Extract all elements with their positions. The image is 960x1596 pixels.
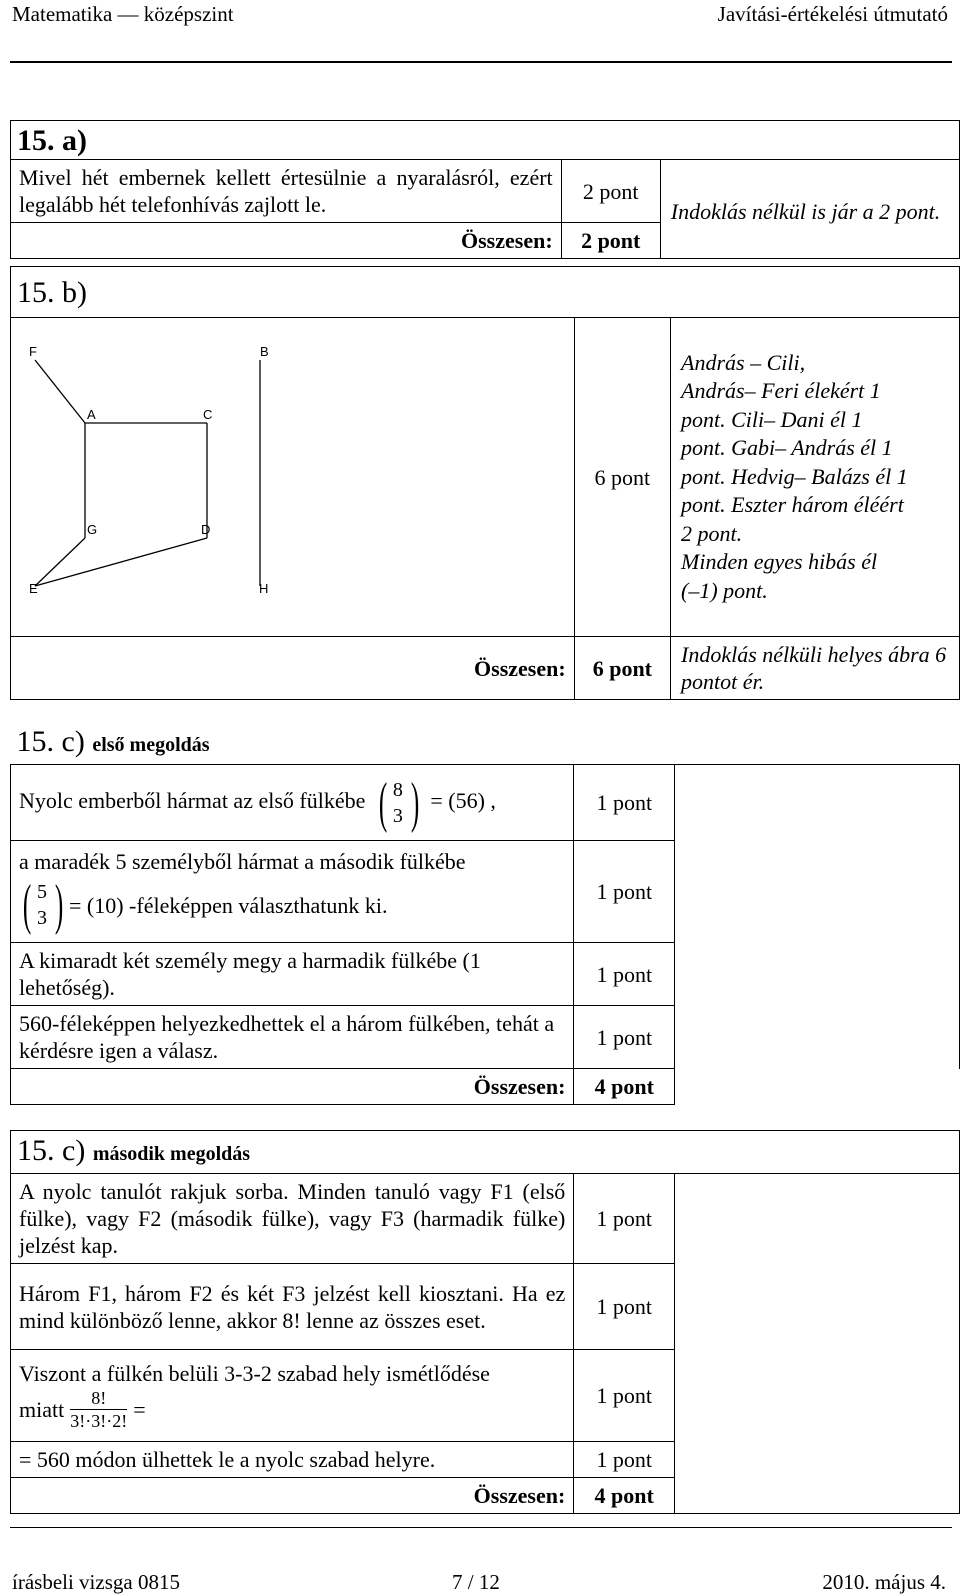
node-label-A: A — [87, 407, 96, 422]
part-b-note-line: (–1) pont. — [681, 577, 768, 603]
part-c2-table — [10, 1130, 960, 1514]
footer-left: írásbeli vizsga 0815 — [12, 1570, 180, 1594]
header-left: Matematika — középszint — [12, 2, 234, 26]
part-b-note-line: 2 pont. — [681, 520, 743, 546]
part-b-points: 6 pont — [574, 318, 670, 637]
part-a-total-label: Összesen: — [11, 223, 562, 259]
node-label-E: E — [29, 581, 38, 596]
part-c1-total-label: Összesen: — [11, 1069, 574, 1105]
part-c1-row2 — [11, 841, 574, 943]
fraction-8-factorial — [70, 1387, 127, 1432]
part-a-note: Indoklás nélkül is jár a 2 pont. — [660, 160, 959, 259]
part-c1-row1-points: 1 pont — [574, 765, 675, 841]
part-b-table — [10, 266, 960, 700]
part-c2-row2-points: 1 pont — [574, 1264, 675, 1350]
part-c1-title-text: első megoldás — [92, 733, 210, 756]
row1-result: = (56) , — [430, 787, 496, 813]
node-label-H: H — [259, 581, 269, 596]
part-a-total-points: 2 pont — [561, 223, 660, 259]
header-rule — [10, 61, 952, 63]
part-c1-title — [11, 722, 960, 765]
part-c2-row4-points: 1 pont — [574, 1442, 675, 1478]
part-c1-note-empty — [675, 943, 960, 1006]
binomial-8-3: ( 8 3 ) — [378, 771, 420, 834]
part-b-note — [671, 318, 960, 637]
part-b-note-line: pont. Hedvig– Balázs él 1 — [681, 463, 908, 489]
part-c1-row1 — [11, 765, 574, 841]
binom-top: 5 — [37, 881, 47, 903]
part-c2-row4: = 560 módon ülhettek le a nyolc szabad helyre. — [11, 1442, 574, 1478]
part-c1-title-num: 15. c) — [16, 724, 85, 758]
part-c1-note-empty — [675, 1006, 960, 1069]
node-label-B: B — [260, 344, 269, 359]
node-label-D: D — [201, 522, 211, 537]
part-c1-note-empty — [675, 765, 960, 841]
fraction-numerator: 8! — [70, 1387, 127, 1410]
part-c2-title — [11, 1131, 960, 1174]
part-c1-note-empty — [675, 841, 960, 943]
part-c2-total-label: Összesen: — [11, 1478, 574, 1514]
part-b-note-line: András – Cili, — [681, 349, 806, 375]
row1-text: Nyolc emberből hármat az első fülkébe — [19, 787, 366, 813]
part-a-title: 15. a) — [11, 121, 960, 160]
part-a-points: 2 pont — [561, 160, 660, 223]
part-c2-note-empty — [675, 1442, 960, 1478]
part-c2-row1: A nyolc tanulót rakjuk sorba. Minden tanuló vagy F1 (első fülke), vagy F2 (második fülke), vagy F3 (harmadik fülke) jelzést kap. — [11, 1174, 574, 1264]
part-a-text: Mivel hét embernek kellett értesülnie a nyaralásról, ezért legalább hét telefonhívás zajlott le. — [11, 160, 562, 223]
part-b-total-note: Indoklás nélküli helyes ábra 6 pontot ér. — [671, 637, 960, 700]
part-c2-row3-points: 1 pont — [574, 1350, 675, 1442]
binom-bottom: 3 — [37, 907, 47, 929]
part-c2-row3 — [11, 1350, 574, 1442]
part-a-table — [10, 120, 960, 259]
fraction-denominator: 3!·3!·2! — [70, 1410, 128, 1431]
part-c2-note-empty — [675, 1478, 960, 1514]
part-b-note-line: András– Feri élekért 1 — [681, 378, 881, 404]
row3-text: Viszont a fülkén belüli 3-3-2 szabad hely ismétlődése — [19, 1360, 490, 1386]
part-c2-title-text: második megoldás — [92, 1142, 251, 1165]
row3-equals: = — [133, 1396, 146, 1422]
row2-text: a maradék 5 személyből hármat a második fülkébe — [19, 849, 466, 874]
part-b-note-line: pont. Cili– Dani él 1 — [681, 406, 863, 432]
header-right: Javítási-értékelési útmutató — [717, 2, 948, 26]
node-label-G: G — [87, 522, 98, 537]
part-b-note-line: Minden egyes hibás él — [681, 549, 878, 575]
part-b-note-line: pont. Gabi– András él 1 — [681, 435, 893, 461]
part-c1-row3-points: 1 pont — [574, 943, 675, 1006]
binom-top: 8 — [392, 778, 403, 801]
part-b-graph-cell — [11, 318, 575, 637]
part-c2-row2: Három F1, három F2 és két F3 jelzést kell kiosztani. Ha ez mind különböző lenne, akkor 8! lenne az összes eset. — [11, 1264, 574, 1350]
part-c2-row1-points: 1 pont — [574, 1174, 675, 1264]
part-c2-note-empty — [675, 1264, 960, 1350]
row2-result: = (10) -féleképpen választhatunk ki. — [69, 892, 388, 918]
part-c1-row2-points: 1 pont — [574, 841, 675, 943]
node-label-C: C — [203, 407, 213, 422]
part-b-note-line: pont. Eszter három éléért — [681, 492, 904, 518]
part-c2-note-empty — [675, 1350, 960, 1442]
part-c1-row4-points: 1 pont — [574, 1006, 675, 1069]
binomial-5-3: ( 5 3 ) — [22, 874, 64, 936]
part-c1-total-points: 4 pont — [574, 1069, 675, 1105]
node-label-F: F — [29, 344, 37, 359]
edge-F-A — [35, 360, 85, 423]
part-c2-title-num: 15. c) — [17, 1133, 86, 1167]
footer-page-number: 7 / 12 — [452, 1570, 500, 1594]
part-c1-row4: 560-féleképpen helyezkedhettek el a három fülkében, tehát a kérdésre igen a válasz. — [11, 1006, 574, 1069]
part-b-total-label: Összesen: — [11, 637, 575, 700]
page-header — [0, 0, 960, 60]
part-b-title: 15. b) — [11, 267, 960, 318]
binom-bottom: 3 — [392, 804, 403, 827]
part-c1-table — [10, 722, 960, 1105]
part-c2-total-points: 4 pont — [574, 1478, 675, 1514]
part-c1-row3: A kimaradt két személy megy a harmadik fülkébe (1 lehetőség). — [11, 943, 574, 1006]
footer-rule — [10, 1527, 952, 1528]
row3-pre: miatt — [19, 1396, 65, 1422]
part-c1-note-empty — [675, 1069, 960, 1105]
footer-date: 2010. május 4. — [822, 1570, 946, 1594]
graph-diagram — [11, 318, 559, 636]
part-c2-note-empty — [675, 1174, 960, 1264]
part-b-total-points: 6 pont — [574, 637, 670, 700]
